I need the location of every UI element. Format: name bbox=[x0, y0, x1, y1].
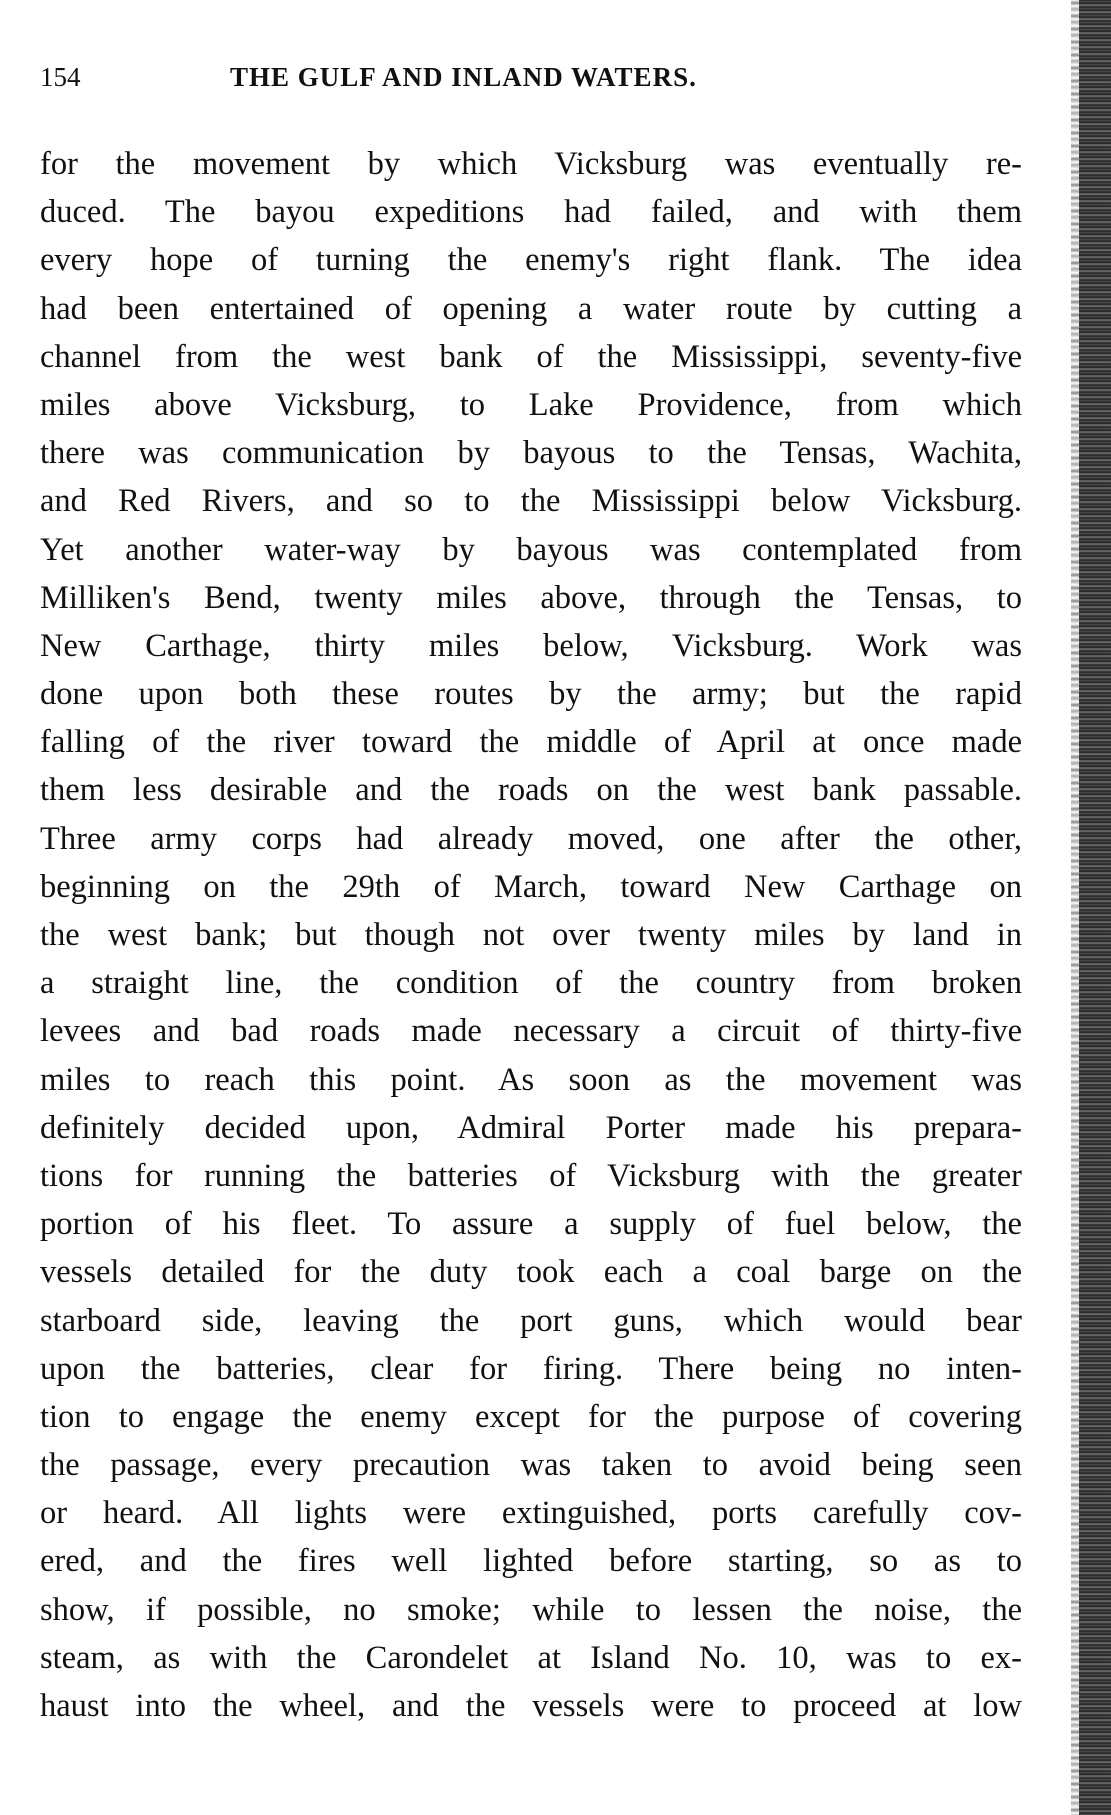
text-line: them less desirable and the roads on the west bank passable. bbox=[40, 772, 1022, 809]
text-line: a straight line, the condition of the country from broken bbox=[40, 965, 1022, 1002]
text-line: every hope of turning the enemy's right flank. The idea bbox=[40, 242, 1022, 279]
text-line: Yet another water-way by bayous was contemplated from bbox=[40, 531, 1022, 568]
text-line: starboard side, leaving the port guns, which would bear bbox=[40, 1302, 1022, 1339]
text-line: vessels detailed for the duty took each a coal barge on the bbox=[40, 1254, 1022, 1291]
text-line: levees and bad roads made necessary a circuit of thirty-five bbox=[40, 1013, 1022, 1050]
text-line: steam, as with the Carondelet at Island No. 10, was to ex- bbox=[40, 1639, 1022, 1676]
text-line: beginning on the 29th of March, toward New Carthage on bbox=[40, 868, 1022, 905]
text-line: miles above Vicksburg, to Lake Providence, from which bbox=[40, 386, 1022, 423]
text-line: the passage, every precaution was taken to avoid being seen bbox=[40, 1447, 1022, 1484]
text-line: had been entertained of opening a water route by cutting a bbox=[40, 290, 1022, 327]
text-line: portion of his fleet. To assure a supply of fuel below, the bbox=[40, 1206, 1022, 1243]
page-body-text bbox=[40, 140, 1022, 1730]
text-line: Three army corps had already moved, one after the other, bbox=[40, 820, 1022, 857]
text-line: miles to reach this point. As soon as the movement was bbox=[40, 1061, 1022, 1098]
text-line: falling of the river toward the middle of April at once made bbox=[40, 724, 1022, 761]
running-title: THE GULF AND INLAND WATERS. bbox=[230, 62, 697, 92]
page-number: 154 bbox=[40, 62, 81, 92]
text-line: channel from the west bank of the Mississippi, seventy-five bbox=[40, 338, 1022, 375]
text-line: tions for running the batteries of Vicksburg with the greater bbox=[40, 1157, 1022, 1194]
text-line: the west bank; but though not over twenty miles by land in bbox=[40, 917, 1022, 953]
text-line: upon the batteries, clear for firing. There being no inten- bbox=[40, 1350, 1022, 1387]
text-line: tion to engage the enemy except for the purpose of covering bbox=[40, 1398, 1022, 1435]
text-line: haust into the wheel, and the vessels were to proceed at low bbox=[40, 1688, 1022, 1724]
text-line: New Carthage, thirty miles below, Vicksburg. Work was bbox=[40, 627, 1022, 664]
text-line: done upon both these routes by the army; but the rapid bbox=[40, 676, 1022, 713]
text-line: show, if possible, no smoke; while to lessen the noise, the bbox=[40, 1591, 1022, 1628]
scanned-page-edge bbox=[1077, 0, 1111, 1815]
text-line: and Red Rivers, and so to the Mississippi below Vicksburg. bbox=[40, 483, 1022, 520]
running-header bbox=[40, 62, 830, 102]
text-line: for the movement by which Vicksburg was eventually re- bbox=[40, 146, 1022, 182]
text-line: definitely decided upon, Admiral Porter made his prepara- bbox=[40, 1109, 1022, 1146]
text-line: duced. The bayou expeditions had failed, and with them bbox=[40, 194, 1022, 231]
text-line: ered, and the fires well lighted before starting, so as to bbox=[40, 1543, 1022, 1580]
text-line: Milliken's Bend, twenty miles above, through the Tensas, to bbox=[40, 579, 1022, 616]
text-line: or heard. All lights were extinguished, ports carefully cov- bbox=[40, 1495, 1022, 1532]
text-line: there was communication by bayous to the Tensas, Wachita, bbox=[40, 435, 1022, 472]
